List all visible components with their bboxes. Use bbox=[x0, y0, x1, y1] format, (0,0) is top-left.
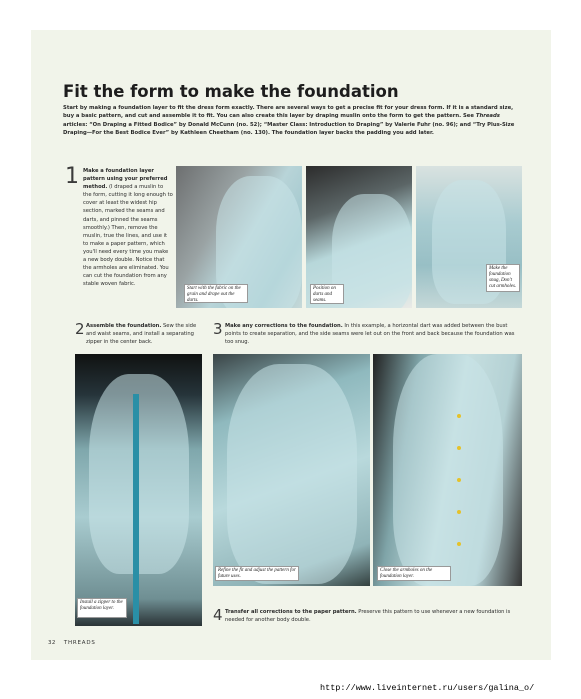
step-4-head: Transfer all corrections to the paper pattern. bbox=[225, 609, 357, 615]
step-1-body: (I draped a muslin to the form, cutting it long enough to cover at least the widest hip section, marked the seams and darts, and pinned the seams smoothly.) Then, remove the muslin, true the lines, and use it to make a paper pattern, which you'll need every time you make a new body double. Notice that the armholes are eliminated. You can cut the foundation from any stable woven fabric. bbox=[83, 184, 173, 288]
intro-paragraph bbox=[63, 104, 518, 137]
folio bbox=[48, 640, 96, 646]
photo-zipper-back bbox=[75, 354, 202, 626]
pin bbox=[457, 542, 461, 546]
page-number: 32 bbox=[48, 640, 56, 646]
photo-draping-muslin bbox=[176, 166, 302, 308]
intro-lead: Start by making a foundation layer to fit the dress form exactly. There are several ways to get a precise fit for your dress form. If it is a standard size, buy a basic pattern, and cut and assemble it to fit. You can also create this layer by draping muslin onto the form to get the pattern. See bbox=[63, 105, 514, 120]
step-1-number: 1 bbox=[65, 164, 79, 189]
step-3-body: In this example, a horizontal dart was added between the bust points to create separation, and the side seams were let out on the front and back because the foundation was too snug. bbox=[225, 323, 515, 346]
photo-side-seam bbox=[373, 354, 522, 586]
step-2-head: Assemble the foundation. bbox=[86, 323, 162, 329]
step-3-text bbox=[225, 322, 521, 346]
step-2-text bbox=[86, 322, 206, 346]
photo-front-fit bbox=[213, 354, 370, 586]
caption-5: Refine the fit and adjust the pattern for future uses. bbox=[215, 566, 299, 581]
page-title: Fit the form to make the foundation bbox=[63, 82, 399, 101]
photo-pinning-darts bbox=[306, 166, 412, 308]
step-2-body: Sew the side and waist seams, and install a separating zipper in the center back. bbox=[86, 323, 197, 346]
step-3-number: 3 bbox=[213, 320, 223, 338]
step-3-head: Make any corrections to the foundation. bbox=[225, 323, 343, 329]
step-4-text bbox=[225, 608, 521, 624]
step-4-body: Preserve this pattern to use whenever a new foundation is needed for another body double. bbox=[225, 609, 511, 624]
caption-6: Close the armholes on the foundation layer. bbox=[377, 566, 451, 581]
step-2-number: 2 bbox=[75, 320, 85, 338]
intro-magazine: Threads bbox=[475, 113, 500, 120]
caption-3: Make the foundation snug, Don't cut armholes. bbox=[486, 264, 520, 292]
caption-1: Start with the fabric on the grain and drape out the darts. bbox=[184, 284, 248, 303]
zipper bbox=[133, 394, 139, 624]
pin bbox=[457, 446, 461, 450]
pin bbox=[457, 414, 461, 418]
step-1-head: Make a foundation layer pattern using your preferred method. bbox=[83, 168, 168, 191]
caption-4: Install a zipper to the foundation layer. bbox=[77, 598, 127, 618]
photo-foundation-snug bbox=[416, 166, 522, 308]
step-4-number: 4 bbox=[213, 606, 223, 624]
watermark-url: http://www.liveinternet.ru/users/galina_o/ bbox=[320, 683, 535, 693]
caption-2: Position on darts and seams. bbox=[310, 284, 344, 304]
intro-rest: articles: “On Draping a Fitted Bodice” by Donald McCunn (no. 52); “Master Class: Introduction to Draping” by Valerie Fuhr (no. 96); and “Try Plus-Size Draping—For the Best Bodice Ever” by Kathleen Cheetham (no. 130). The foundation layer backs the padding you add later. bbox=[63, 121, 515, 136]
magazine-name: THREADS bbox=[63, 640, 96, 646]
pin bbox=[457, 478, 461, 482]
pin bbox=[457, 510, 461, 514]
step-1-text bbox=[83, 167, 173, 288]
